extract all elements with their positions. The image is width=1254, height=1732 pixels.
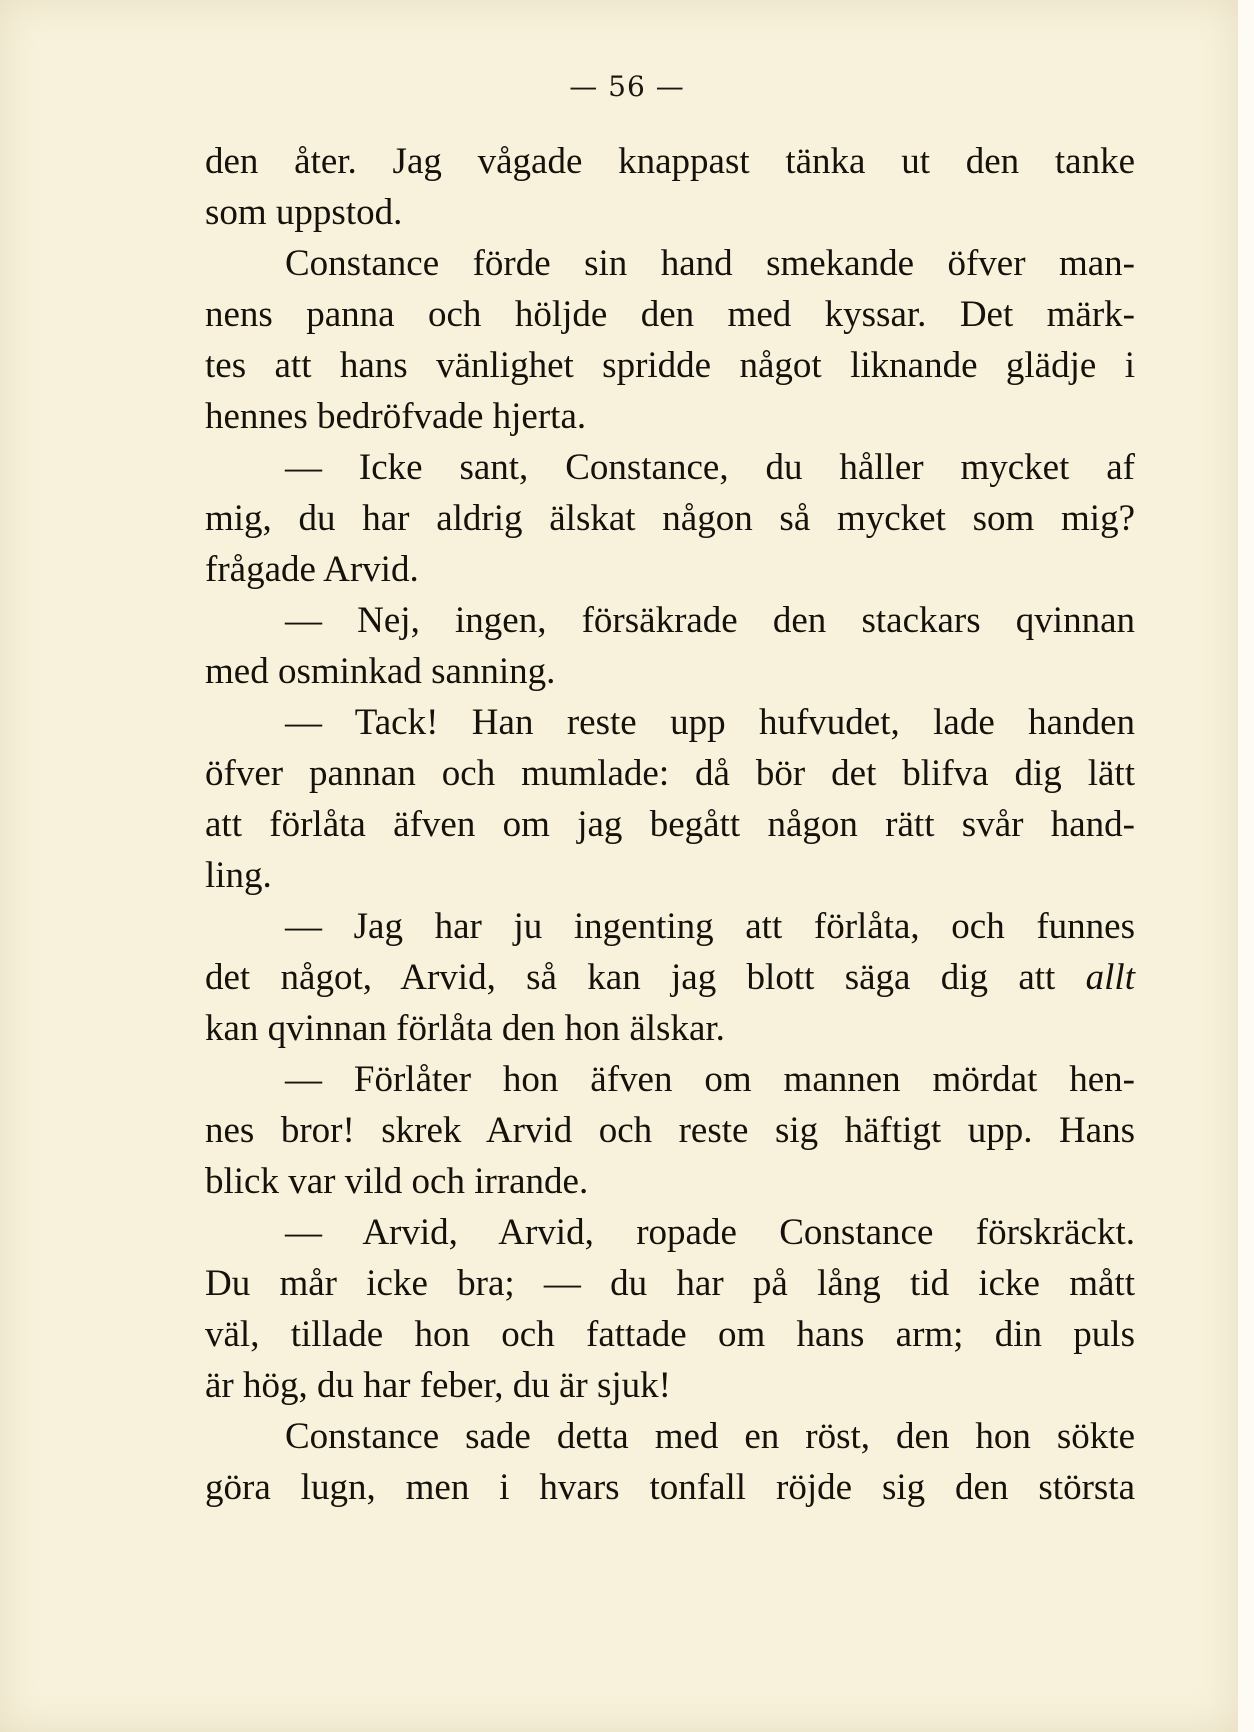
text-line: — Arvid, Arvid, ropade Constance förskräckt. [285,1212,1135,1253]
text-line: väl, tillade hon och fattade om hans arm; din puls [205,1314,1135,1355]
text-line: kan qvinnan förlåta den hon älskar. [205,1008,725,1049]
text-line: göra lugn, men i hvars tonfall röjde sig den största [205,1467,1135,1508]
paragraph [205,1207,1135,1411]
text-line: nes bror! skrek Arvid och reste sig häftigt upp. Hans [205,1110,1135,1151]
text-line: Constance sade detta med en röst, den hon sökte [285,1416,1135,1457]
text-line: — Tack! Han reste upp hufvudet, lade handen [285,702,1135,743]
text-line-with-emphasis [205,952,1135,1003]
text-line: som uppstod. [205,192,403,233]
text-line: att förlåta äfven om jag begått någon rätt svår hand- [205,804,1135,845]
paragraph [205,238,1135,442]
text-line: den åter. Jag vågade knappast tänka ut den tanke [205,141,1135,182]
text-line: ling. [205,855,272,896]
text-line: mig, du har aldrig älskat någon så mycket som mig? [205,498,1135,539]
text-line: frågade Arvid. [205,549,419,590]
text-line: med osminkad sanning. [205,651,556,692]
page-number: — 56 — [569,70,685,103]
text-line: Constance förde sin hand smekande öfver man- [285,243,1135,284]
paragraph [205,697,1135,901]
body-text [205,136,1135,1513]
text-line: — Jag har ju ingenting att förlåta, och funnes [285,906,1135,947]
text-line: — Förlåter hon äfven om mannen mördat hen- [285,1059,1135,1100]
text-line: blick var vild och irrande. [205,1161,589,1202]
text-line: — Nej, ingen, försäkrade den stackars qvinnan [285,600,1135,641]
text-line: är hög, du har feber, du är sjuk! [205,1365,671,1406]
text-line: — Icke sant, Constance, du håller mycket af [285,447,1135,488]
text-line-start: det något, Arvid, så kan jag blott säga dig att [205,957,1086,998]
paragraph [205,136,1135,238]
text-line: Du mår icke bra; — du har på lång tid icke mått [205,1263,1135,1304]
text-line: nens panna och höljde den med kyssar. Det märk- [205,294,1135,335]
paragraph [205,901,1135,1054]
text-line: hennes bedröfvade hjerta. [205,396,587,437]
text-line: tes att hans vänlighet spridde något liknande glädje i [205,345,1135,386]
paragraph [205,595,1135,697]
paragraph [205,1054,1135,1207]
emphasized-word: allt [1085,957,1135,998]
paragraph [205,442,1135,595]
scan-edge [1238,0,1254,1732]
text-line: öfver pannan och mumlade: då bör det blifva dig lätt [205,753,1135,794]
paragraph [205,1411,1135,1513]
